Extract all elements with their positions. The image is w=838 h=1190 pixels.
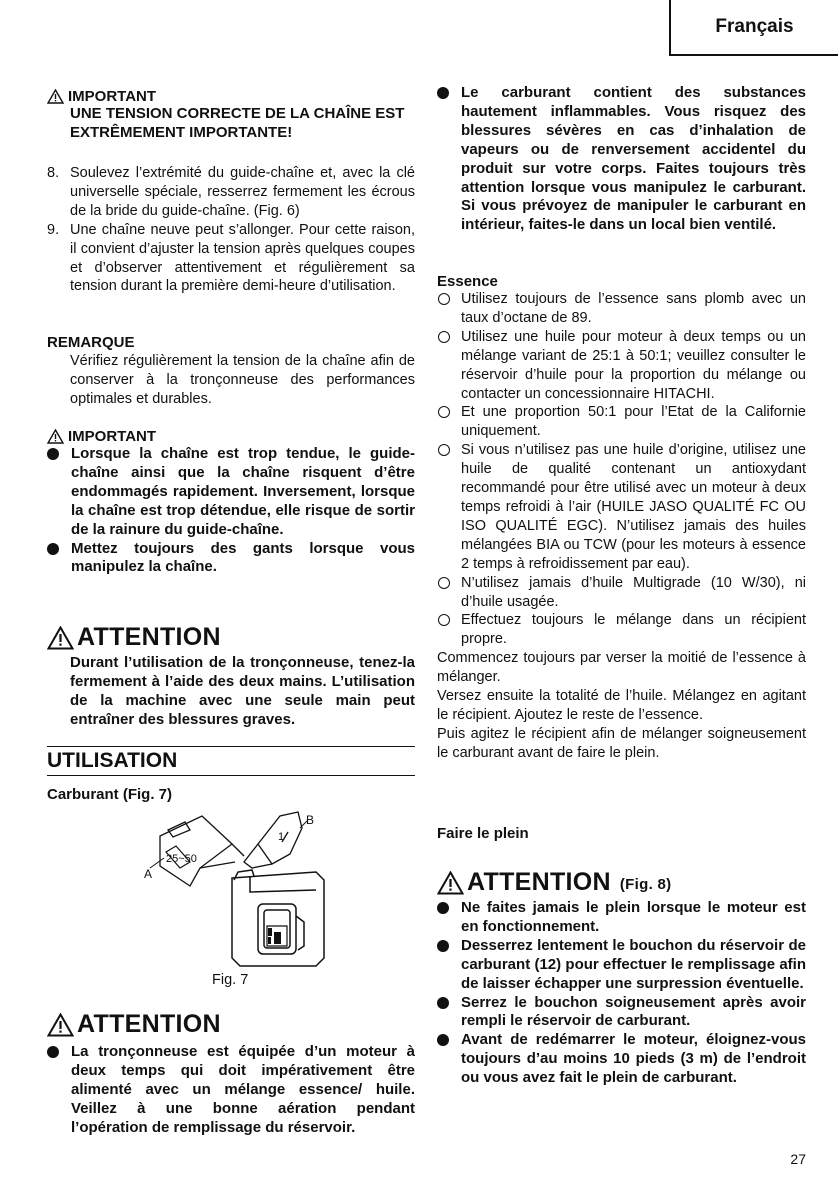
attention-label: ATTENTION bbox=[77, 1010, 221, 1038]
warning-icon bbox=[47, 89, 64, 104]
attention-text: Durant l’utilisation de la tronçonneuse, tenez-la fermement à l’aide des deux mains. L’utilisation de la machine avec une seule main peut entraîner des blessures graves. bbox=[70, 654, 415, 728]
bullet-text: Le carburant contient des substances hautement inflammables. Vous risquez des blessures sévères en cas d’inhalation de vapeurs ou de renversement accidentel du produit sur votre corps. Faites toujours très attention lorsque vous manipulez le carburant. Si vous prévoyez de manipuler le carburant en intérieur, faites-le dans un local bien ventilé. bbox=[461, 84, 806, 234]
essence-item bbox=[437, 441, 806, 573]
bottle-number: 1 bbox=[278, 831, 285, 843]
bullet-dot bbox=[47, 543, 59, 555]
warning-icon bbox=[47, 626, 74, 650]
bullet-text: Serrez le bouchon soigneusement après avoir rempli le réservoir de carburant. bbox=[461, 993, 806, 1030]
step-text: Une chaîne neuve peut s’allonger. Pour cette raison, il convient d’ajuster la tension après quelques coupes et d’observer attentivement et régulièrement sa tension durant la première demi-heure d’utilisation. bbox=[70, 221, 415, 295]
circle-bullet bbox=[438, 293, 450, 305]
warning-icon bbox=[47, 429, 64, 444]
circle-bullet bbox=[438, 614, 450, 626]
step-number: 9. bbox=[47, 221, 60, 238]
bullet-item bbox=[437, 994, 806, 1032]
essence-item-text: N’utilisez jamais d’huile Multigrade (10 W/30), ni d’huile usagée. bbox=[461, 574, 806, 610]
fuel-warning-block bbox=[437, 84, 806, 235]
bullet-item bbox=[47, 540, 415, 578]
important-text: UNE TENSION CORRECTE DE LA CHAÎNE EST EXTRÊMEMENT IMPORTANTE! bbox=[70, 105, 405, 141]
refuel-subheading: Faire le plein bbox=[437, 825, 529, 842]
section-rule-bottom bbox=[47, 775, 415, 776]
circle-bullet bbox=[438, 577, 450, 589]
essence-item bbox=[437, 574, 806, 612]
attention-block-3 bbox=[437, 868, 806, 1088]
bullet-dot bbox=[437, 997, 449, 1009]
bullet-item bbox=[437, 899, 806, 937]
bullet-dot bbox=[437, 902, 449, 914]
attention-label: ATTENTION bbox=[77, 623, 221, 651]
bullet-text: Avant de redémarrer le moteur, éloignez-vous toujours d’au moins 10 pieds (3 m) de l’endroit ou vous avez fait le plein de carburant. bbox=[461, 1031, 806, 1087]
bullet-item bbox=[437, 1031, 806, 1088]
remark-block bbox=[47, 334, 415, 409]
warning-icon bbox=[47, 1013, 74, 1037]
step-text: Soulevez l’extrémité du guide-chaîne et, avec la clé universelle spéciale, resserrez fermement les écrous de la bride du guide-chaîne. (Fig. 6) bbox=[70, 165, 415, 219]
essence-item bbox=[437, 611, 806, 649]
important-block-1 bbox=[47, 88, 415, 143]
step-item bbox=[47, 221, 415, 297]
bullet-text: Desserrez lentement le bouchon du réservoir de carburant (12) pour effectuer le remplissage afin de laisser échapper une surpression éventuelle. bbox=[461, 936, 806, 992]
fuel-mixing-figure bbox=[140, 806, 330, 976]
essence-item-text: Effectuez toujours le mélange dans un récipient propre. bbox=[461, 612, 806, 648]
bullet-dot bbox=[47, 448, 59, 460]
page-number: 27 bbox=[790, 1151, 806, 1167]
bullet-item bbox=[47, 1043, 415, 1138]
section-title: UTILISATION bbox=[47, 749, 178, 772]
paragraph: Versez ensuite la totalité de l’huile. Mélangez en agitant le récipient. Ajoutez le reste de l’essence. bbox=[437, 688, 806, 723]
bullet-dot bbox=[47, 1046, 59, 1058]
attention-fig-ref: (Fig. 8) bbox=[619, 876, 672, 893]
bullet-item bbox=[47, 445, 415, 540]
essence-item bbox=[437, 328, 806, 404]
essence-item-text: Utilisez toujours de l’essence sans plomb avec un taux d’octane de 89. bbox=[461, 291, 806, 326]
section-rule-top bbox=[47, 746, 415, 747]
attention-label: ATTENTION bbox=[467, 868, 611, 896]
bullet-text: Lorsque la chaîne est trop tendue, le guide-chaîne ainsi que la chaîne risquent d’être endommagés rapidement. Inversement, lorsque la chaîne est trop détendue, elle risque de sortir de la rainure du guide-chaîne. bbox=[71, 445, 415, 538]
circle-bullet bbox=[438, 444, 450, 456]
essence-item-text: Si vous n’utilisez pas une huile d’origine, utilisez une huile de qualité contenant un antioxydant recommandé pour être utilisé avec un moteur à deux temps refroidi à l’air (HUILE JASO QUALITÉ FC OU ISO QUALITÉ EGC). N’utilisez jamais des huiles mélangées BIA ou TCW (pour les moteurs à essence 2 temps à refroidissement par eau). bbox=[461, 442, 806, 572]
warning-icon bbox=[437, 871, 464, 895]
bullet-text: Ne faites jamais le plein lorsque le moteur est en fonctionnement. bbox=[461, 899, 806, 935]
step-item bbox=[47, 164, 415, 221]
bullet-text: La tronçonneuse est équipée d’un moteur à deux temps qui doit impérativement être alimenté avec un mélange essence/ huile. Veillez à une bonne aération pendant l’opération de remplissage du réservoir. bbox=[71, 1043, 415, 1136]
bullet-dot bbox=[437, 940, 449, 952]
remark-text: Vérifiez régulièrement la tension de la chaîne afin de conserver à la tronçonneuse des performances optimales et durables. bbox=[70, 353, 415, 407]
figure-caption: Fig. 7 bbox=[212, 972, 249, 988]
attention-block-2 bbox=[47, 1010, 415, 1138]
label-b: B bbox=[306, 813, 315, 827]
ratio-label: 25~50 bbox=[166, 853, 197, 865]
remark-label: REMARQUE bbox=[47, 334, 135, 351]
essence-block bbox=[437, 273, 806, 763]
important-label: IMPORTANT bbox=[68, 88, 157, 105]
language-label: Français bbox=[715, 16, 794, 37]
attention-block-1 bbox=[47, 623, 415, 730]
essence-item bbox=[437, 403, 806, 441]
bullet-item bbox=[437, 937, 806, 994]
essence-label: Essence bbox=[437, 273, 498, 290]
bullet-dot bbox=[437, 1034, 449, 1046]
essence-item-text: Utilisez une huile pour moteur à deux temps ou un mélange variant de 25:1 à 50:1; veuillez consulter le réservoir d’huile pour la proportion du mélange ou contacter un concessionnaire HITACHI. bbox=[461, 328, 806, 402]
fuel-subheading: Carburant (Fig. 7) bbox=[47, 786, 173, 803]
bullet-dot bbox=[437, 87, 449, 99]
step-number: 8. bbox=[47, 165, 60, 181]
essence-item bbox=[437, 290, 806, 328]
circle-bullet bbox=[438, 331, 450, 343]
language-tab bbox=[669, 0, 838, 56]
important-block-2 bbox=[47, 428, 415, 577]
paragraph: Puis agitez le récipient afin de mélanger soigneusement le carburant avant de faire le plein. bbox=[437, 725, 806, 761]
important-label: IMPORTANT bbox=[68, 428, 157, 445]
bullet-text: Mettez toujours des gants lorsque vous manipulez la chaîne. bbox=[71, 539, 415, 576]
circle-bullet bbox=[438, 406, 450, 418]
bullet-item bbox=[437, 84, 806, 235]
paragraph: Commencez toujours par verser la moitié de l’essence à mélanger. bbox=[437, 650, 806, 686]
label-a: A bbox=[144, 867, 153, 881]
essence-item-text: Et une proportion 50:1 pour l’Etat de la Californie uniquement. bbox=[461, 404, 806, 440]
steps-list bbox=[47, 164, 415, 296]
